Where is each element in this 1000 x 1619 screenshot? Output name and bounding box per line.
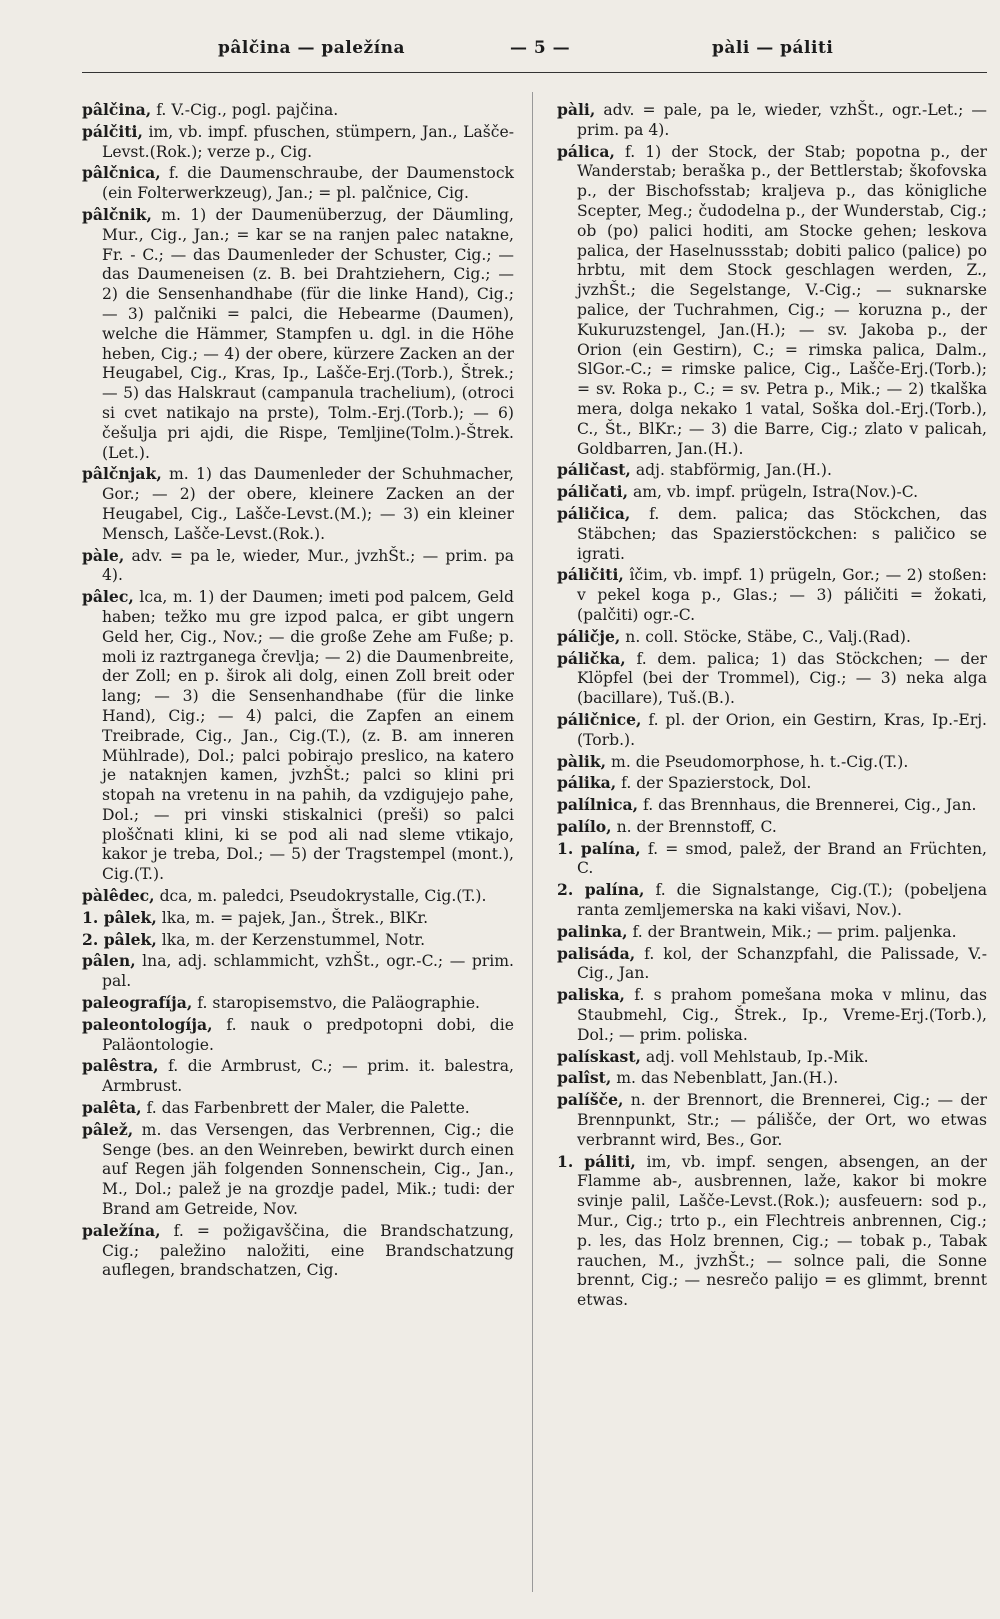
entry-definition: am, vb. impf. prügeln, Istra(Nov.)-C. xyxy=(628,483,919,502)
entry-headword: palílnica, xyxy=(557,795,639,815)
entry-definition: f. 1) der Stock, der Stab; popotna p., der Wanderstab; beraška p., der Bettlerstab; škofovska p., der Bischofsstab; kraljeva p., das königliche Scepter, Meg.; čudodelna p., der Wunderstab, Cig.; ob (po) palici hoditi, am Stocke gehen; leskova palica, der Haselnussstab; dobiti palico (palice) po hrbtu, mit dem Stock geschlagen werden, Z., jvzhŠt.; die Segelstange, V.-Cig.; — suknarske palice, der Tuchrahmen, Cig.; — koruzna p., der Kukuruzstengel, Jan.(H.); — sv. Jakoba p., der Orion (ein Gestirn), C.; = rimska palica, Dalm., SlGor.-C.; = rimske palice, Cig., Lašče-Erj.(Torb.); = sv. Roka p., C.; = sv. Petra p., Mik.; — 2) tkalška mera, dolga nekako 1 vatal, Soška dol.-Erj.(Torb.), C., Št., BlKr.; — 3) die Barre, Cig.; zlato v palicah, Goldbarren, Jan.(H.). xyxy=(577,142,987,458)
entry-definition: f. V.-Cig., pogl. pajčina. xyxy=(151,101,339,119)
entry-definition: n. der Brennstoff, C. xyxy=(611,817,777,836)
page-number: — 5 — xyxy=(510,38,571,58)
dictionary-entry xyxy=(557,985,987,1045)
entry-definition: m. die Pseudomorphose, h. t.-Cig.(T.). xyxy=(606,752,909,771)
entry-headword: pálička, xyxy=(557,648,626,668)
dictionary-entry xyxy=(557,649,987,709)
entry-definition: îčim, vb. impf. 1) prügeln, Gor.; — 2) stoßen: v pekel koga p., Glas.; — 3) páličiti = žokati, (palčiti) ogr.-C. xyxy=(577,566,987,624)
header-rule xyxy=(82,72,987,73)
dictionary-entry xyxy=(557,752,987,773)
entry-headword: pàle, xyxy=(82,545,125,565)
dictionary-entry xyxy=(557,944,987,985)
entry-headword: pàlêdec, xyxy=(82,886,155,906)
entry-headword: palêta, xyxy=(82,1098,142,1118)
dictionary-entry xyxy=(557,1068,987,1089)
dictionary-entry xyxy=(82,1056,514,1097)
dictionary-entry xyxy=(82,1015,514,1056)
entry-definition: lna, adj. schlammicht, vzhŠt., ogr.-C.; — prim. pal. xyxy=(102,952,514,991)
dictionary-entry xyxy=(557,795,987,816)
dictionary-entry xyxy=(82,163,514,204)
entry-headword: paleontologíja, xyxy=(82,1014,213,1034)
entry-headword: paliska, xyxy=(557,985,625,1005)
entry-headword: paleografíja, xyxy=(82,993,193,1013)
dictionary-entry xyxy=(557,504,987,564)
dictionary-entry xyxy=(82,546,514,587)
right-column xyxy=(557,100,987,1312)
entry-definition: n. der Brennort, die Brennerei, Cig.; — der Brennpunkt, Str.; — pálišče, der Ort, wo etwas verbrannt wird, Bes., Gor. xyxy=(577,1091,987,1149)
column-divider xyxy=(532,92,533,1592)
dictionary-entry xyxy=(557,710,987,751)
entry-definition: f. die Signalstange, Cig.(T.); (pobeljena ranta zemljemerska na kaki višavi, Nov.). xyxy=(577,881,988,920)
entry-headword: pálika, xyxy=(557,773,617,793)
entry-definition: f. pl. der Orion, ein Gestirn, Kras, Ip.-Erj.(Torb.). xyxy=(577,710,987,749)
entry-definition: f. = požigavščina, die Brandschatzung, Cig.; paležino naložiti, eine Brandschatzung auflegen, brandschatzen, Cig. xyxy=(102,1221,514,1280)
dictionary-entry xyxy=(557,1152,987,1311)
dictionary-entry xyxy=(82,993,514,1014)
entry-definition: f. nauk o predpotopni dobi, die Paläontologie. xyxy=(102,1015,514,1054)
entry-definition: n. coll. Stöcke, Stäbe, C., Valj.(Rad). xyxy=(620,627,911,646)
dictionary-entry xyxy=(557,773,987,794)
entry-definition: f. staropisemstvo, die Paläographie. xyxy=(192,994,481,1013)
entry-definition: f. dem. palica; das Stöckchen, das Stäbchen; das Spazierstöckchen: s paličico se igrati. xyxy=(577,504,987,563)
entry-headword: palîst, xyxy=(557,1068,612,1088)
entry-headword: pâlec, xyxy=(82,587,134,607)
dictionary-entry xyxy=(82,930,514,951)
entry-headword: pâlen, xyxy=(82,951,136,971)
entry-definition: f. der Spazierstock, Dol. xyxy=(616,774,812,793)
dictionary-entry xyxy=(82,908,514,929)
dictionary-entry xyxy=(557,460,987,481)
entry-headword: pâlčina, xyxy=(82,100,152,119)
entry-headword: 2. palína, xyxy=(557,880,645,900)
running-header xyxy=(0,38,1000,74)
entry-definition: lka, m. = pajek, Jan., Štrek., BlKr. xyxy=(156,908,429,927)
dictionary-entry xyxy=(82,1221,514,1281)
dictionary-entry xyxy=(82,100,514,121)
dictionary-entry xyxy=(557,482,987,503)
dictionary-entry xyxy=(82,587,514,885)
entry-definition: im, vb. impf. sengen, absengen, an der Flamme ab-, ausbrennen, laže, kakor bi mokre svinje palil, Lašče-Levst.(Rok.); ausfeuern: sod p., Mur., Cig.; trto p., ein Flechtreis anbrennen, Cig.; p. les, das Holz brennen, Cig.; — tobak p., Tabak rauchen, M., jvzhŠt.; — solnce pali, die Sonne brennt, Cig.; — nesrečo palijo = es glimmt, brennt etwas. xyxy=(577,1152,987,1310)
entry-headword: palílo, xyxy=(557,816,612,836)
entry-headword: páličica, xyxy=(557,503,631,523)
entry-definition: im, vb. impf. pfuschen, stümpern, Jan., Lašče-Levst.(Rok.); verze p., Cig. xyxy=(102,122,514,161)
entry-definition: f. die Daumenschraube, der Daumenstock (ein Folterwerkzeug), Jan.; = pl. palčnice, Cig. xyxy=(102,164,514,203)
dictionary-entry xyxy=(557,817,987,838)
entry-definition: adv. = pa le, wieder, Mur., jvzhŠt.; — prim. pa 4). xyxy=(102,546,514,585)
entry-definition: lca, m. 1) der Daumen; imeti pod palcem, Geld haben; težko mu gre izpod palca, er gibt ungern Geld her, Cig., Nov.; — die große Zehe am Fuße; p. moli iz raztrganega črevlja; — 2) die Daumenbreite, der Zoll; en p. širok ali dolg, einen Zoll breit oder lang; — 3) die Sensenhandhabe (für die linke Hand), Cig.; — 4) palci, die Zapfen an einem Treibrade, Cig., Jan., Cig.(T.), (z. B. am inneren Mühlrade), Dol.; palci pobirajo preslico, na katero je nataknjen kamen, jvzhŠt.; palci so klini pri stopah na vretenu in na pahih, da vzdigujejo pahe, Dol.; — pri vinski stiskalnici (preši) so palci ploščnati klini, ki se pod ali nad sleme vtikajo, kakor je treba, Dol.; — 5) der Tragstempel (mont.), Cig.(T.). xyxy=(102,588,514,884)
entry-definition: lka, m. der Kerzenstummel, Notr. xyxy=(156,930,426,949)
entry-definition: f. s prahom pomešana moka v mlinu, das Staubmehl, Cig., Štrek., Ip., Vreme-Erj.(Torb.), Dol.; — prim. poliska. xyxy=(577,986,987,1044)
entry-definition: f. = smod, palež, der Brand an Früchten, C. xyxy=(577,839,987,878)
entry-headword: pálčiti, xyxy=(82,121,143,141)
entry-headword: páličast, xyxy=(557,460,631,480)
entry-definition: m. das Versengen, das Verbrennen, Cig.; die Senge (bes. an den Weinreben, bewirkt durch einen auf Regen jäh folgenden Sonnenschein, Cig., Jan., M., Dol.; palež je na grozdje padel, Mik.; tudi: der Brand am Getreide, Nov. xyxy=(102,1120,514,1219)
entry-headword: pàli, xyxy=(557,100,596,119)
entry-definition: f. die Armbrust, C.; — prim. it. balestra, Armbrust. xyxy=(102,1057,514,1096)
dictionary-entry xyxy=(82,886,514,907)
entry-headword: 1. pâlek, xyxy=(82,907,157,927)
entry-headword: pâlež, xyxy=(82,1119,134,1139)
entry-headword: palisáda, xyxy=(557,943,636,963)
entry-definition: adj. voll Mehlstaub, Ip.-Mik. xyxy=(640,1047,869,1066)
header-left-guideword: pâlčina — paležína xyxy=(218,38,406,58)
entry-definition: m. das Nebenblatt, Jan.(H.). xyxy=(611,1069,839,1088)
entry-definition: dca, m. paledci, Pseudokrystalle, Cig.(T.). xyxy=(154,887,487,906)
entry-headword: palêstra, xyxy=(82,1056,159,1076)
header-right-guideword: pàli — páliti xyxy=(712,38,834,58)
dictionary-entry xyxy=(557,1047,987,1068)
entry-headword: 2. pâlek, xyxy=(82,929,157,949)
entry-headword: páličnice, xyxy=(557,709,642,729)
dictionary-entry xyxy=(82,122,514,163)
dictionary-entry xyxy=(557,627,987,648)
left-column xyxy=(82,100,514,1282)
dictionary-entry xyxy=(82,1098,514,1119)
entry-headword: 1. palína, xyxy=(557,838,641,858)
dictionary-entry xyxy=(557,839,987,880)
dictionary-entry xyxy=(82,951,514,992)
entry-headword: pâlčnik, xyxy=(82,204,152,224)
entry-definition: adv. = pale, pa le, wieder, vzhŠt., ogr.-Let.; — prim. pa 4). xyxy=(577,101,987,139)
entry-headword: páličati, xyxy=(557,482,629,502)
dictionary-entry xyxy=(557,922,987,943)
entry-headword: pâlčnica, xyxy=(82,163,161,183)
dictionary-entry xyxy=(557,565,987,625)
entry-headword: paležína, xyxy=(82,1220,161,1240)
entry-definition: m. 1) der Daumenüberzug, der Däumling, Mur., Cig., Jan.; = kar se na ranjen palec natakne, Fr. - C.; — das Daumenleder der Schuster, Cig.; — das Daumeneisen (z. B. bei Drahtziehern, Cig.; — 2) die Sensenhandhabe (für die linke Hand), Cig.; — 3) palčniki = palci, die Hebearme (Daumen), welche die Hämmer, Stampfen u. dgl. in die Höhe heben, Cig.; — 4) der obere, kürzere Zacken an der Heugabel, Cig., Kras, Ip., Lašče-Erj.(Torb.), Štrek.; — 5) das Halskraut (campanula trachelium), (otroci si cvet natikajo na prste), Tolm.-Erj.(Torb.); — 6) češulja pri ajdi, die Rispe, Temljine(Tolm.)-Štrek.(Let.). xyxy=(102,205,514,462)
dictionary-entry xyxy=(82,464,514,544)
dictionary-entry xyxy=(557,1090,987,1150)
entry-definition: f. der Brantwein, Mik.; — prim. paljenka. xyxy=(627,922,957,941)
entry-headword: páličiti, xyxy=(557,565,624,585)
dictionary-entry xyxy=(82,1120,514,1220)
dictionary-entry xyxy=(557,880,987,921)
entry-definition: m. 1) das Daumenleder der Schuhmacher, Gor.; — 2) der obere, kleinere Zacken an der Heugabel, Cig., Lašče-Levst.(M.); — 3) ein kleiner Mensch, Lašče-Levst.(Rok.). xyxy=(102,465,514,543)
entry-headword: palíšče, xyxy=(557,1090,624,1110)
dictionary-entry xyxy=(557,142,987,460)
entry-headword: palinka, xyxy=(557,921,628,941)
entry-definition: f. kol, der Schanzpfahl, die Palissade, V.-Cig., Jan. xyxy=(577,944,987,983)
entry-headword: 1. páliti, xyxy=(557,1151,636,1171)
entry-headword: pâlčnjak, xyxy=(82,464,162,484)
entry-headword: pàlik, xyxy=(557,751,607,771)
entry-headword: palískast, xyxy=(557,1046,641,1066)
dictionary-entry xyxy=(82,205,514,463)
entry-definition: f. das Brennhaus, die Brennerei, Cig., Jan. xyxy=(638,796,977,815)
entry-definition: f. das Farbenbrett der Maler, die Palette. xyxy=(141,1099,470,1118)
entry-definition: f. dem. palica; 1) das Stöckchen; — der Klöpfel (bei der Trommel), Cig.; — 3) neka alga (bacillare), Tuš.(B.). xyxy=(577,649,987,708)
entry-headword: pálica, xyxy=(557,141,615,161)
entry-definition: adj. stabförmig, Jan.(H.). xyxy=(630,461,832,480)
dictionary-entry xyxy=(557,100,987,141)
entry-headword: páličje, xyxy=(557,626,621,646)
